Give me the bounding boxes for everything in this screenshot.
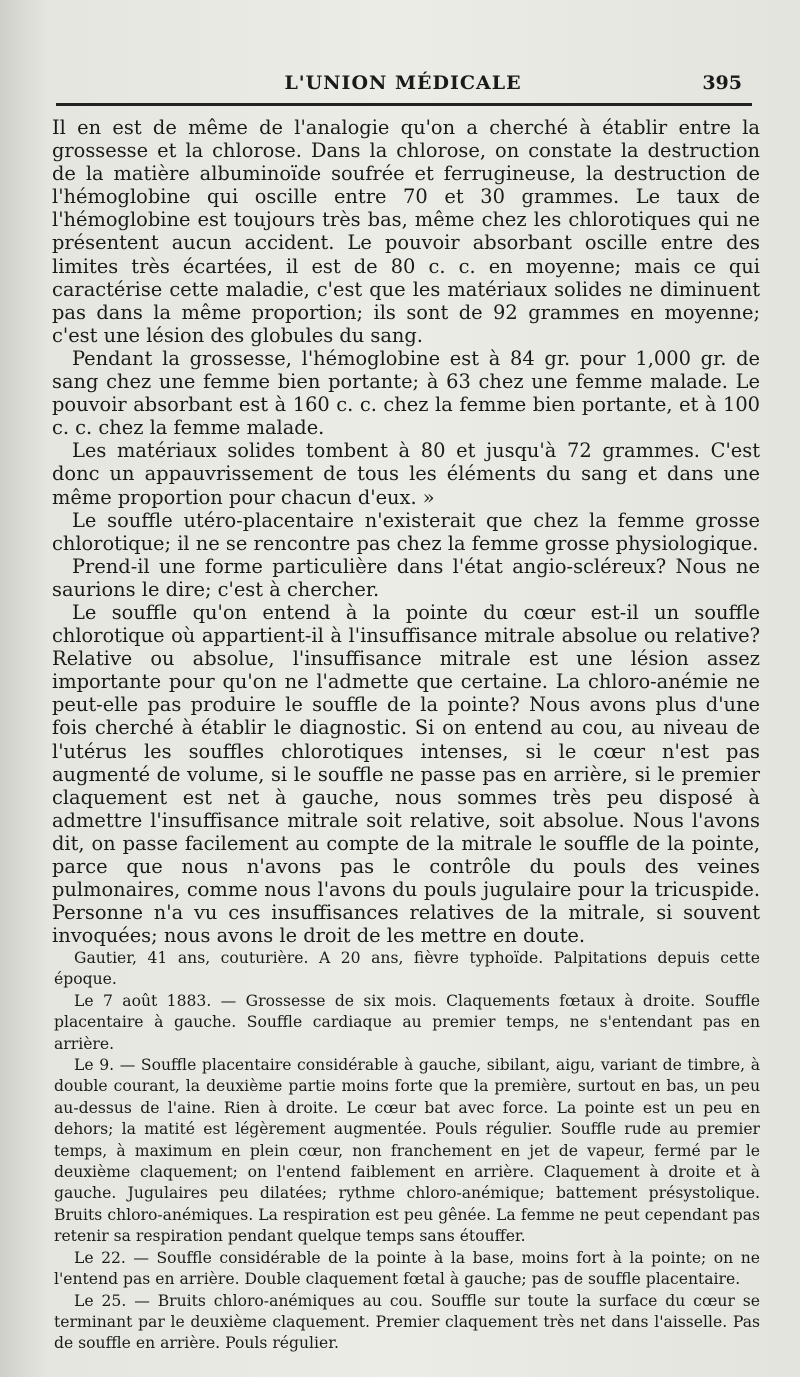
page-header [56, 66, 750, 102]
paragraph: Pendant la grossesse, l'hémoglobine est à 84 gr. pour 1,000 gr. de sang chez une femme bien portante; à 63 chez une femme malade. Le pouvoir absorbant est à 160 c. c. chez la femme bien portante, et à 100 c. c. chez la femme malade. [52, 346, 760, 440]
paragraph: Les matériaux solides tombent à 80 et jusqu'à 72 grammes. C'est donc un appauvrissement de tous les éléments du sang et dans une même proportion pour chacun d'eux. » [52, 439, 760, 509]
page-number: 395 [702, 72, 742, 94]
running-title: L'UNION MÉDICALE [284, 72, 522, 94]
case-note: Gautier, 41 ans, couturière. A 20 ans, fièvre typhoïde. Palpitations depuis cette époque. [54, 949, 760, 989]
main-text [52, 116, 760, 947]
paragraph: Prend-il une forme particulière dans l'état angio-scléreux? Nous ne saurions le dire; c'est à chercher. [52, 554, 760, 601]
case-note: Le 25. — Bruits chloro-anémiques au cou. Souffle sur toute la surface du cœur se terminant par le deuxième claquement. Premier claquement très net dans l'aisselle. Pas de souffle en arrière. Pouls régulier. [54, 1291, 760, 1353]
header-rule [56, 103, 752, 106]
case-note: Le 7 août 1883. — Grossesse de six mois. Claquements fœtaux à droite. Souffle placentaire à gauche. Souffle cardiaque au premier temps, ne s'entendant pas en arrière. [54, 991, 760, 1053]
case-note: Le 9. — Souffle placentaire considérable à gauche, sibilant, aigu, variant de timbre, à double courant, la deuxième partie moins forte que la première, surtout en bas, un peu au-dessus de l'aine. Rien à droite. Le cœur bat avec force. La pointe est un peu en dehors; la matité est légèrement augmentée. Pouls régulier. Souffle rude au premier temps, à maximum en plein cœur, non franchement en jet de vapeur, fermé par le deuxième claquement; on l'entend faiblement en arrière. Claquement à droite et à gauche. Jugulaires peu dilatées; rythme chloro-anémique; battement présystolique. Bruits chloro-anémiques. La respiration est peu gênée. La femme ne peut cependant pas retenir sa respiration pendant quelque temps sans étouffer. [54, 1056, 760, 1246]
case-notes [54, 948, 760, 1355]
paragraph: Le souffle utéro-placentaire n'existerait que chez la femme grosse chlorotique; il ne se rencontre pas chez la femme grosse physiologique. [52, 508, 760, 555]
case-note: Le 22. — Souffle considérable de la pointe à la base, moins fort à la pointe; on ne l'entend pas en arrière. Double claquement fœtal à gauche; pas de souffle placentaire. [54, 1248, 760, 1289]
paragraph: Il en est de même de l'analogie qu'on a cherché à établir entre la grossesse et la chlorose. Dans la chlorose, on constate la destruction de la matière albuminoïde soufrée et ferrugineuse, la destruction de l'hémoglobine qui oscille entre 70 et 30 grammes. Le taux de l'hémoglobine est toujours très bas, même chez les chlorotiques qui ne présentent aucun accident. Le pouvoir absorbant oscille entre des limites très écartées, il est de 80 c. c. en moyenne; mais ce qui caractérise cette maladie, c'est que les matériaux solides ne diminuent pas dans la même proportion; ils sont de 92 grammes en moyenne; c'est une lésion des globules du sang. [52, 116, 760, 347]
paragraph: Le souffle qu'on entend à la pointe du cœur est-il un souffle chlorotique où appartient-il à l'insuffisance mitrale absolue ou relative? Relative ou absolue, l'insuffisance mitrale est une lésion assez importante pour qu'on ne l'admette que certaine. La chloro-anémie ne peut-elle pas produire le souffle de la pointe? Nous avons plus d'une fois cherché à établir le diagnostic. Si on entend au cou, au niveau de l'utérus les souffles chlorotiques intenses, si le cœur n'est pas augmenté de volume, si le souffle ne passe pas en arrière, si le premier claquement est net à gauche, nous sommes très peu disposé à admettre l'insuffisance mitrale soit relative, soit absolue. Nous l'avons dit, on passe facilement au compte de la mitrale le souffle de la pointe, parce que nous n'avons pas le contrôle du pouls des veines pulmonaires, comme nous l'avons du pouls jugulaire pour la tricuspide. Personne n'a vu ces insuffisances relatives de la mitrale, si souvent invoquées; nous avons le droit de les mettre en doute. [52, 600, 760, 948]
